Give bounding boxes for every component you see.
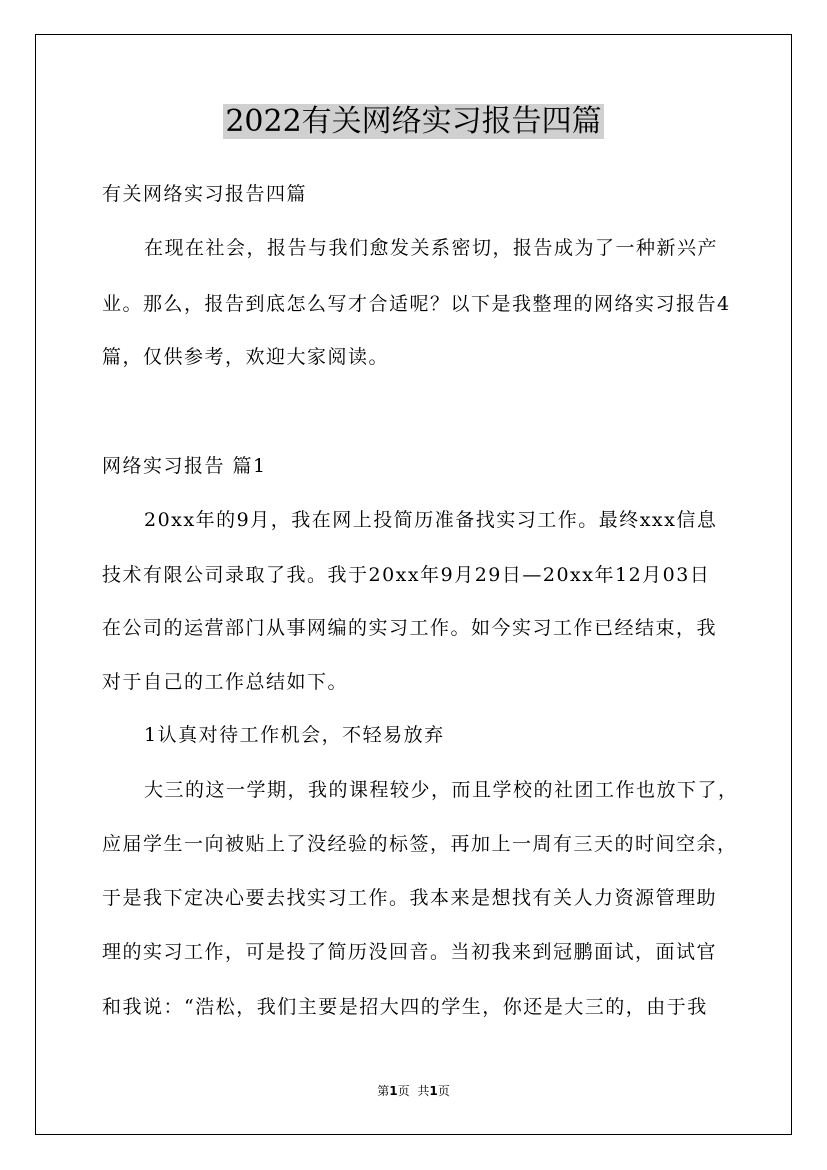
para1-line-3: 在公司的运营部门从事网编的实习工作。如今实习工作已经结束，我 xyxy=(102,617,718,639)
para1-line-4: 对于自己的工作总结如下。 xyxy=(102,671,349,693)
intro-line-3: 篇，仅供参考，欢迎大家阅读。 xyxy=(102,346,390,368)
page-prefix: 第 xyxy=(377,1084,390,1098)
para2-line-2: 应届学生一向被贴上了没经验的标签，再加上一周有三天的时间空余， xyxy=(102,833,738,855)
para1-line-1: 20xx年的9月，我在网上投简历准备找实习工作。最终xxx信息 xyxy=(144,509,718,531)
total-suffix: 页 xyxy=(437,1084,450,1098)
document-title xyxy=(0,100,827,144)
para2-line-3: 于是我下定决心要去找实习工作。我本来是想找有关人力资源管理助 xyxy=(102,887,718,909)
subtitle: 有关网络实习报告四篇 xyxy=(102,183,308,205)
intro-line-1: 在现在社会，报告与我们愈发关系密切，报告成为了一种新兴产 xyxy=(144,237,719,259)
para2-line-1: 大三的这一学期，我的课程较少，而且学校的社团工作也放下了， xyxy=(144,779,739,801)
section-heading: 网络实习报告 篇1 xyxy=(102,455,267,477)
para2-line-5: 和我说：“浩松，我们主要是招大四的学生，你还是大三的，由于我 xyxy=(102,996,708,1018)
total-prefix: 共 xyxy=(417,1084,430,1098)
intro-line-2: 业。那么，报告到底怎么写才合适呢？以下是我整理的网络实习报告4 xyxy=(102,293,731,315)
para2-line-4: 理的实习工作，可是投了简历没回音。当初我来到冠鹏面试，面试官 xyxy=(102,941,718,963)
title-text: 2022有关网络实习报告四篇 xyxy=(225,104,602,139)
page-suffix: 页 xyxy=(397,1084,410,1098)
page-footer xyxy=(0,1083,827,1099)
point-1: 1认真对待工作机会，不轻易放弃 xyxy=(144,724,445,746)
total-pages: 1 xyxy=(429,1084,438,1098)
page-number: 1 xyxy=(389,1084,398,1098)
para1-line-2: 技术有限公司录取了我。我于20xx年9月29日—20xx年12月03日 xyxy=(102,564,711,586)
